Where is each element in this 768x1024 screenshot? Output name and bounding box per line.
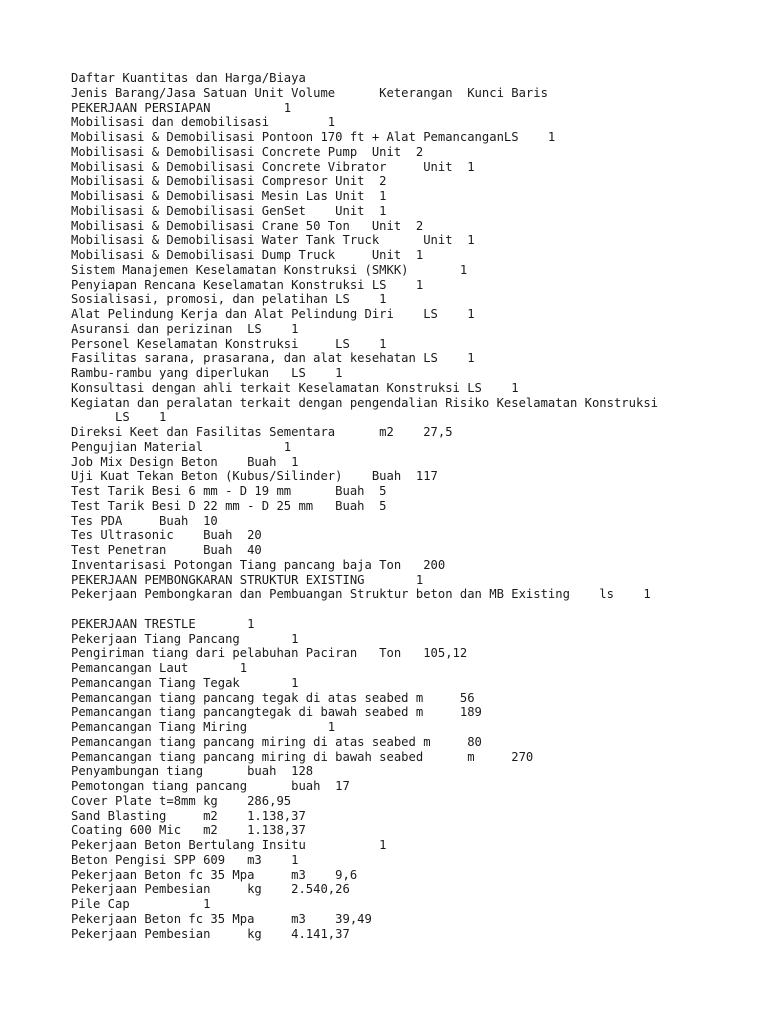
- text-line: PEKERJAAN PEMBONGKARAN STRUKTUR EXISTING 1: [71, 572, 424, 587]
- text-line: Mobilisasi & Demobilisasi Dump Truck Unit 1: [71, 248, 424, 262]
- text-line: Test Tarik Besi 6 mm - D 19 mm Buah 5: [71, 484, 387, 498]
- text-line: PEKERJAAN PERSIAPAN 1: [71, 100, 292, 115]
- text-line: Pengujian Material 1: [71, 439, 292, 454]
- text-line: Mobilisasi & Demobilisasi GenSet Unit 1: [71, 203, 387, 218]
- text-line: Pekerjaan Beton Bertulang Insitu 1: [71, 838, 387, 852]
- text-line: Pekerjaan Pembesian kg 4.141,37: [71, 926, 350, 941]
- text-line: Pekerjaan Tiang Pancang 1: [71, 631, 299, 646]
- text-line: Test Tarik Besi D 22 mm - D 25 mm Buah 5: [71, 498, 387, 513]
- text-line: Beton Pengisi SPP 609 m3 1: [71, 852, 299, 867]
- text-line: Mobilisasi & Demobilisasi Pontoon 170 ft + Alat PemancanganLS 1: [71, 130, 556, 144]
- text-line: Sand Blasting m2 1.138,37: [71, 808, 306, 823]
- text-line: Pekerjaan Pembesian kg 2.540,26: [71, 882, 350, 897]
- text-line: Pemancangan Tiang Tegak 1: [71, 675, 299, 690]
- text-line: Pekerjaan Pembongkaran dan Pembuangan Struktur beton dan MB Existing ls 1: [71, 587, 651, 602]
- text-line: Sistem Manajemen Keselamatan Konstruksi (SMKK) 1: [71, 262, 468, 277]
- text-line: Tes PDA Buah 10: [71, 513, 218, 528]
- text-line: Mobilisasi & Demobilisasi Concrete Vibrator Unit 1: [71, 159, 475, 174]
- text-line: Alat Pelindung Kerja dan Alat Pelindung Diri LS 1: [71, 307, 475, 321]
- text-line: Mobilisasi & Demobilisasi Crane 50 Ton Unit 2: [71, 218, 424, 233]
- text-line: Fasilitas sarana, prasarana, dan alat kesehatan LS 1: [71, 351, 475, 366]
- text-line: Mobilisasi & Demobilisasi Mesin Las Unit 1: [71, 189, 387, 203]
- text-line: Direksi Keet dan Fasilitas Sementara m2 27,5: [71, 425, 453, 439]
- blank-line: [71, 602, 751, 617]
- text-line: Personel Keselamatan Konstruksi LS 1: [71, 336, 387, 351]
- text-line: Mobilisasi & Demobilisasi Compresor Unit 2: [71, 174, 387, 189]
- text-line: PEKERJAAN TRESTLE 1: [71, 616, 255, 631]
- text-line: Job Mix Design Beton Buah 1: [71, 454, 299, 469]
- text-line: Jenis Barang/Jasa Satuan Unit Volume Keterangan Kunci Baris: [71, 85, 548, 100]
- document-body: [71, 71, 751, 941]
- text-line: Rambu-rambu yang diperlukan LS 1: [71, 366, 343, 380]
- text-line: Mobilisasi dan demobilisasi 1: [71, 115, 336, 130]
- text-line: Pemancangan Laut 1: [71, 661, 248, 675]
- text-line: Sosialisasi, promosi, dan pelatihan LS 1: [71, 292, 387, 307]
- text-line: Pemancangan Tiang Miring 1: [71, 720, 336, 734]
- text-line: Pekerjaan Beton fc 35 Mpa m3 9,6: [71, 867, 358, 882]
- text-line: Penyiapan Rencana Keselamatan Konstruksi LS 1: [71, 277, 424, 292]
- text-line: Kegiatan dan peralatan terkait dengan pengendalian Risiko Keselamatan Konstruksi: [71, 395, 658, 410]
- text-line: Coating 600 Mic m2 1.138,37: [71, 823, 306, 838]
- text-line: Mobilisasi & Demobilisasi Water Tank Truck Unit 1: [71, 233, 475, 248]
- text-line: Mobilisasi & Demobilisasi Concrete Pump Unit 2: [71, 144, 424, 159]
- text-line: Test Penetran Buah 40: [71, 543, 262, 557]
- text-line: Pemotongan tiang pancang buah 17: [71, 779, 350, 793]
- text-line: Cover Plate t=8mm kg 286,95: [71, 793, 292, 808]
- text-line: LS 1: [71, 410, 167, 425]
- text-line: Konsultasi dengan ahli terkait Keselamatan Konstruksi LS 1: [71, 380, 519, 395]
- text-line: Daftar Kuantitas dan Harga/Biaya: [71, 71, 306, 85]
- text-line: Pemancangan tiang pancangtegak di bawah seabed m 189: [71, 705, 482, 720]
- text-line: Inventarisasi Potongan Tiang pancang baja Ton 200: [71, 557, 446, 572]
- text-line: Penyambungan tiang buah 128: [71, 764, 314, 779]
- text-line: Pile Cap 1: [71, 897, 211, 911]
- text-line: Uji Kuat Tekan Beton (Kubus/Silinder) Buah 117: [71, 469, 438, 484]
- text-line: Tes Ultrasonic Buah 20: [71, 528, 262, 543]
- text-line: Asuransi dan perizinan LS 1: [71, 321, 299, 336]
- text-line: Pemancangan tiang pancang miring di atas seabed m 80: [71, 734, 482, 749]
- text-line: Pekerjaan Beton fc 35 Mpa m3 39,49: [71, 911, 372, 926]
- text-line: Pemancangan tiang pancang miring di bawah seabed m 270: [71, 749, 534, 764]
- text-line: Pemancangan tiang pancang tegak di atas seabed m 56: [71, 690, 475, 705]
- text-line: Pengiriman tiang dari pelabuhan Paciran Ton 105,12: [71, 646, 468, 661]
